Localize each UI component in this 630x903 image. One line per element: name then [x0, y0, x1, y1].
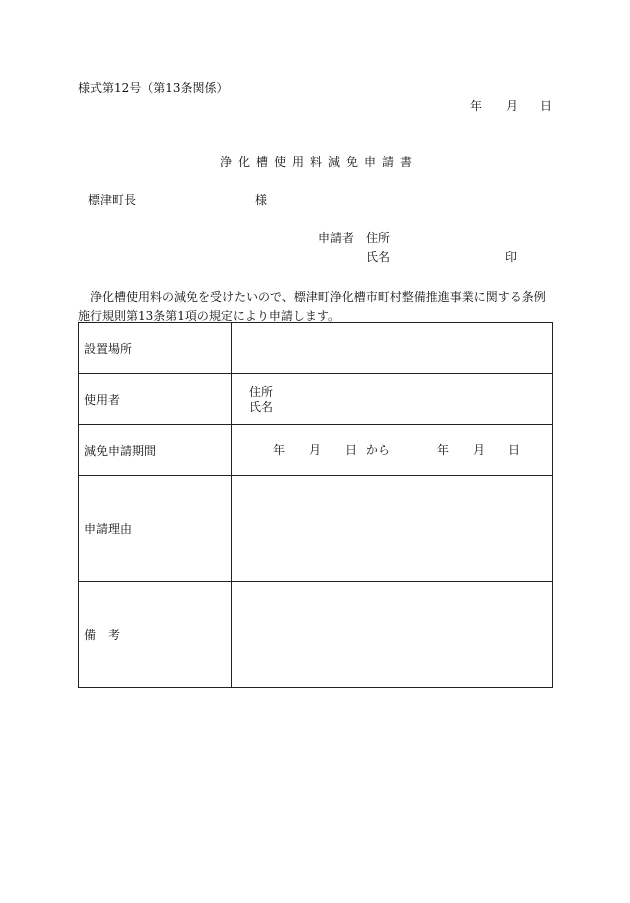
location-field[interactable] — [232, 323, 553, 374]
applicant-name-label: 氏名 — [366, 250, 391, 264]
table-row-remarks — [79, 582, 553, 688]
table-row-period — [79, 425, 553, 476]
table-row-reason — [79, 476, 553, 582]
document-title: 浄化槽使用料減免申請書 — [219, 155, 418, 169]
recipient-suffix: 様 — [255, 193, 268, 207]
user-address-label: 住所 — [249, 385, 274, 399]
date-year-label: 年 — [470, 99, 483, 113]
user-name-label: 氏名 — [249, 400, 274, 414]
period-from-day: 日 — [345, 443, 358, 457]
applicant-address-label: 住所 — [366, 231, 391, 245]
request-statement: 浄化槽使用料の減免を受けたいので、標津町浄化槽市町村整備推進事業に関する条例施行規則第13条第1項の規定により申請します。 — [78, 290, 546, 323]
reason-label: 申請理由 — [79, 476, 232, 582]
application-table — [78, 322, 553, 688]
table-row-location — [79, 323, 553, 374]
period-to-month: 月 — [473, 443, 486, 457]
period-from-word: から — [366, 443, 391, 457]
reason-field[interactable] — [232, 476, 553, 582]
table-row-user — [79, 374, 553, 425]
period-to-day: 日 — [508, 443, 521, 457]
form-number: 様式第12号（第13条関係） — [78, 81, 229, 95]
location-label: 設置場所 — [79, 323, 232, 374]
period-field[interactable] — [232, 425, 553, 476]
period-from-year: 年 — [273, 443, 286, 457]
period-label: 減免申請期間 — [79, 425, 232, 476]
date-day-label: 日 — [540, 99, 553, 113]
applicant-label: 申請者 — [318, 231, 355, 245]
remarks-field[interactable] — [232, 582, 553, 688]
applicant-seal-mark: 印 — [505, 250, 518, 264]
date-month-label: 月 — [506, 99, 519, 113]
user-field[interactable] — [232, 374, 553, 425]
remarks-label: 備 考 — [79, 582, 232, 688]
user-label: 使用者 — [79, 374, 232, 425]
period-from-month: 月 — [309, 443, 322, 457]
period-to-year: 年 — [437, 443, 450, 457]
recipient-name: 標津町長 — [88, 193, 137, 207]
date-line — [470, 100, 552, 112]
